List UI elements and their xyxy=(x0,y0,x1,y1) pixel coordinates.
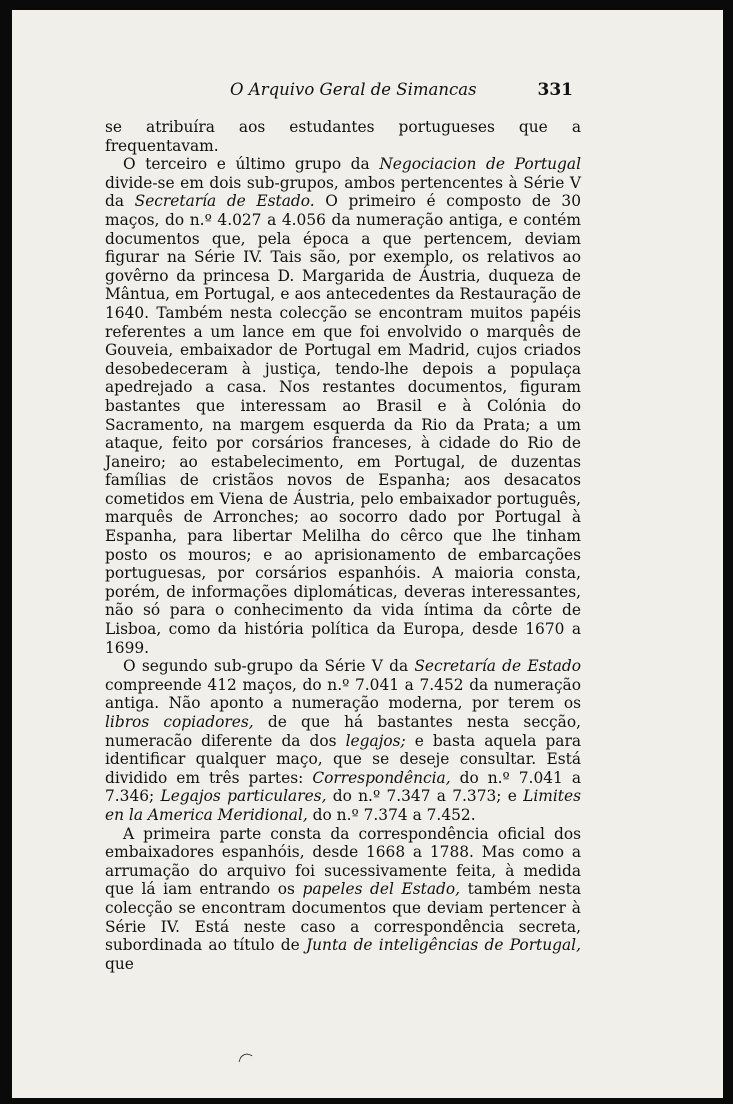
italic-run: papeles del Estado, xyxy=(302,880,461,899)
italic-run: Legajos particulares, xyxy=(160,787,327,806)
text-run: do n.º 7.347 a 7.373; e xyxy=(326,787,524,806)
text-run: O segundo sub-grupo da Série V da xyxy=(123,657,415,676)
italic-run: Negociacion de Portugal xyxy=(379,155,582,174)
text-run: compreende 412 maços, do n.º 7.041 a 7.452 da numeração antiga. Não aponto a numeração moderna, por terem os xyxy=(105,675,581,713)
paragraph xyxy=(105,825,581,974)
text-run: do n.º 7.374 a 7.452. xyxy=(307,805,476,824)
text-run: O primeiro é composto de 30 maços, do n.º 4.027 a 4.056 da numeração antiga, e contém documentos que, pela época a que pertencem, deviam figurar na Série IV. Tais são, por exemplo, os relativos ao govêrno da princesa D. Margarida de Áustria, duqueza de Mântua, em Portugal, e aos antecedentes da Restauração de 1640. Também nesta colecção se encontram muitos papéis referentes a um lance em que foi envolvido o marquês de Gouveia, embaixador de Portugal em Madrid, cujos criados desobedeceram à justiça, tendo-lhe depois a populaça apedrejado a casa. Nos restantes documentos, figuram bastantes que interessam ao Brasil e à Colónia do Sacramento, na margem esquerda da Rio da Prata; a um ataque, feito por corsários franceses, à cidade do Rio de Janeiro; ao estabelecimento, em Portugal, de duzentas famílias de cristãos novos de Espanha; aos desacatos cometidos em Viena de Áustria, pelo embaixador português, marquês de Arronches; ao socorro dado por Portugal à Espanha, para libertar Melilha do cêrco que lhe tinham posto os mouros; e ao aprisionamento de embarcações portuguesas, por corsários espanhóis. A maioria consta, porém, de informações diplomáticas, deveras interessantes, não só para o conhecimento da vida íntima da côrte de Lisboa, como da história política da Europa, desde 1670 a 1699. xyxy=(105,192,582,657)
italic-run: libros copiadores, xyxy=(105,713,254,731)
text-run: do n.º 7.041 a 7.346; xyxy=(105,768,581,806)
paragraph xyxy=(105,657,581,824)
text-run: se atribuíra aos estudantes portugueses que a frequentavam. xyxy=(105,118,581,155)
text-run: divide-se em dois sub-grupos, ambos pertencentes à Série V da xyxy=(105,173,581,211)
running-title: O Arquivo Geral de Simancas xyxy=(230,80,477,99)
book-page xyxy=(12,10,723,1098)
text-run: que xyxy=(105,954,134,973)
italic-run: Secretaría de Estado. xyxy=(134,192,315,211)
running-header xyxy=(12,74,723,104)
paragraph xyxy=(105,155,581,657)
text-run: de que há bastantes nesta secção, numeracão diferente da dos xyxy=(105,713,581,750)
ink-mark xyxy=(238,1051,252,1065)
text-run: também nesta colecção se encontram documentos que deviam pertencer à Série IV. Está neste caso a correspondência secreta, subordinada ao título de xyxy=(105,880,581,955)
italic-run: Correspondência, xyxy=(312,768,451,787)
text-run: O terceiro e último grupo da xyxy=(123,155,380,174)
italic-run: Secretaría de Estado xyxy=(414,657,581,676)
page-number: 331 xyxy=(537,80,573,100)
italic-run: Limites en la America Meridional, xyxy=(105,787,581,824)
text-run: e basta aquela para identificar qualquer maço, que se deseje consultar. Está dividido em três partes: xyxy=(105,731,581,787)
text-run: A primeira parte consta da correspondência oficial dos embaixadores espanhóis, desde 1668 a 1788. Mas como a arrumação do arquivo foi sucessivamente feita, à medida que lá iam entrando os xyxy=(105,824,581,899)
italic-run: legajos; xyxy=(345,731,406,750)
body-text xyxy=(105,118,581,973)
paragraph xyxy=(105,118,581,155)
italic-run: Junta de inteligências de Portugal, xyxy=(305,936,581,955)
